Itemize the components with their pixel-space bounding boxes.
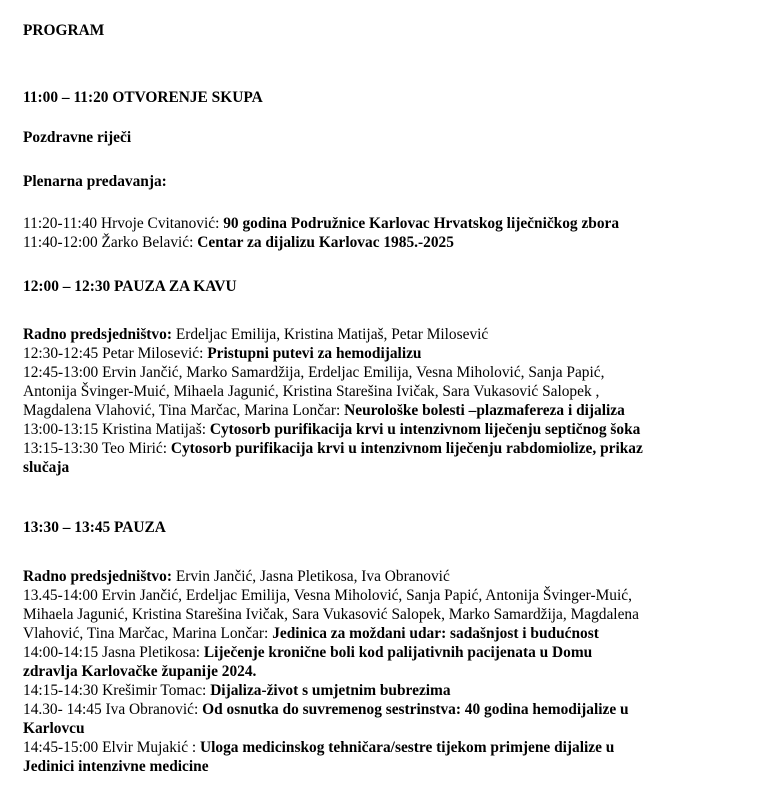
talk-authors-continued: Mihaela Jagunić, Kristina Starešina Ivičak, Sara Vukasović Salopek, Marko Samardžija, Magdalena — [23, 606, 639, 623]
talk-title: Pristupni putevi za hemodijalizu — [207, 345, 422, 362]
plenary-heading: Plenarna predavanja: — [23, 173, 167, 190]
plenary-item — [23, 233, 454, 252]
talk-authors-continued — [23, 401, 625, 420]
talk-authors-continued — [23, 624, 599, 643]
talk-time: 12:30-12:45 — [23, 345, 99, 362]
session2-presidium — [23, 567, 450, 586]
talk-speaker: Krešimir Tomac: — [102, 682, 207, 699]
session2-talk — [23, 643, 592, 662]
talk-time: 12:45-13:00 — [23, 364, 99, 381]
session2-talk — [23, 700, 629, 719]
talk-time: 13:00-13:15 — [23, 421, 99, 438]
talk-time: 14:45-15:00 — [23, 739, 99, 756]
talk-time: 13.45-14:00 — [23, 587, 98, 604]
talk-title-continued: Karlovcu — [23, 720, 85, 737]
session1-talk — [23, 344, 421, 363]
talk-time: 11:20-11:40 — [23, 215, 98, 232]
talk-title: Centar za dijalizu Karlovac 1985.-2025 — [197, 234, 454, 251]
welcome-heading: Pozdravne riječi — [23, 129, 132, 146]
talk-title: Liječenje kronične boli kod palijativnih pacijenata u Domu — [203, 644, 593, 661]
talk-authors: Magdalena Vlahović, Tina Marčac, Marina Lončar: — [23, 402, 341, 419]
session1-talk — [23, 363, 604, 382]
talk-authors: Vlahović, Tina Marčac, Marina Lončar: — [23, 625, 269, 642]
talk-title: Cytosorb purifikacija krvi u intenzivnom liječenju septičnog šoka — [209, 421, 641, 438]
talk-title: Dijaliza-život s umjetnim bubrezima — [210, 682, 451, 699]
talk-time: 14.30- 14:45 — [23, 701, 102, 718]
session2-talk — [23, 586, 632, 605]
talk-title: Uloga medicinskog tehničara/sestre tijekom primjene dijalize u — [200, 739, 615, 756]
coffee-break-heading: 12:00 – 12:30 PAUZA ZA KAVU — [23, 278, 237, 295]
session1-talk — [23, 420, 640, 439]
talk-time: 14:15-14:30 — [23, 682, 99, 699]
plenary-item — [23, 214, 619, 233]
talk-title-continued: zdravlja Karlovačke županije 2024. — [23, 663, 257, 680]
talk-speaker: Kristina Matijaš: — [102, 421, 206, 438]
talk-speaker: Elvir Mujakić : — [102, 739, 197, 756]
talk-title: Jedinica za moždani udar: sadašnjost i budućnost — [272, 625, 599, 642]
talk-authors: Ervin Jančić, Marko Samardžija, Erdeljac Emilija, Vesna Miholović, Sanja Papić, — [102, 364, 605, 381]
opening-heading: 11:00 – 11:20 OTVORENJE SKUPA — [23, 89, 263, 106]
talk-speaker: Iva Obranović: — [105, 701, 199, 718]
talk-title-continued: slučaja — [23, 459, 70, 476]
session2-talk — [23, 738, 614, 757]
talk-speaker: Hrvoje Cvitanović: — [100, 215, 220, 232]
talk-speaker: Petar Milosević: — [102, 345, 204, 362]
talk-title: 90 godina Podružnice Karlovac Hrvatskog liječničkog zbora — [223, 215, 620, 232]
talk-title: Cytosorb purifikacija krvi u intenzivnom liječenju rabdomiolize, prikaz — [170, 440, 643, 457]
talk-speaker: Teo Mirić: — [101, 440, 167, 457]
talk-time: 11:40-12:00 — [23, 234, 98, 251]
talk-time: 14:00-14:15 — [23, 644, 99, 661]
presidium-names: Ervin Jančić, Jasna Pletikosa, Iva Obranović — [175, 568, 450, 585]
session1-talk — [23, 439, 643, 458]
document-title: PROGRAM — [23, 22, 105, 39]
talk-title: Od osnutka do suvremenog sestrinstva: 40 godina hemodijalize u — [202, 701, 629, 718]
talk-title: Neurološke bolesti –plazmafereza i dijaliza — [344, 402, 625, 419]
presidium-names: Erdeljac Emilija, Kristina Matijaš, Petar Milosević — [175, 326, 489, 343]
talk-authors: Ervin Jančić, Erdeljac Emilija, Vesna Miholović, Sanja Papić, Antonija Švinger-Muić, — [101, 587, 632, 604]
session2-talk — [23, 681, 451, 700]
talk-speaker: Žarko Belavić: — [101, 234, 194, 251]
talk-speaker: Jasna Pletikosa: — [102, 644, 200, 661]
session1-presidium — [23, 325, 488, 344]
presidium-label: Radno predsjedništvo: — [23, 568, 172, 585]
presidium-label: Radno predsjedništvo: — [23, 326, 172, 343]
talk-title-continued: Jedinici intenzivne medicine — [23, 758, 209, 775]
talk-authors-continued: Antonija Švinger-Muić, Mihaela Jagunić, Kristina Starešina Ivičak, Sara Vukasović Salopek , — [23, 383, 600, 400]
pause-heading: 13:30 – 13:45 PAUZA — [23, 519, 166, 536]
talk-time: 13:15-13:30 — [23, 440, 99, 457]
